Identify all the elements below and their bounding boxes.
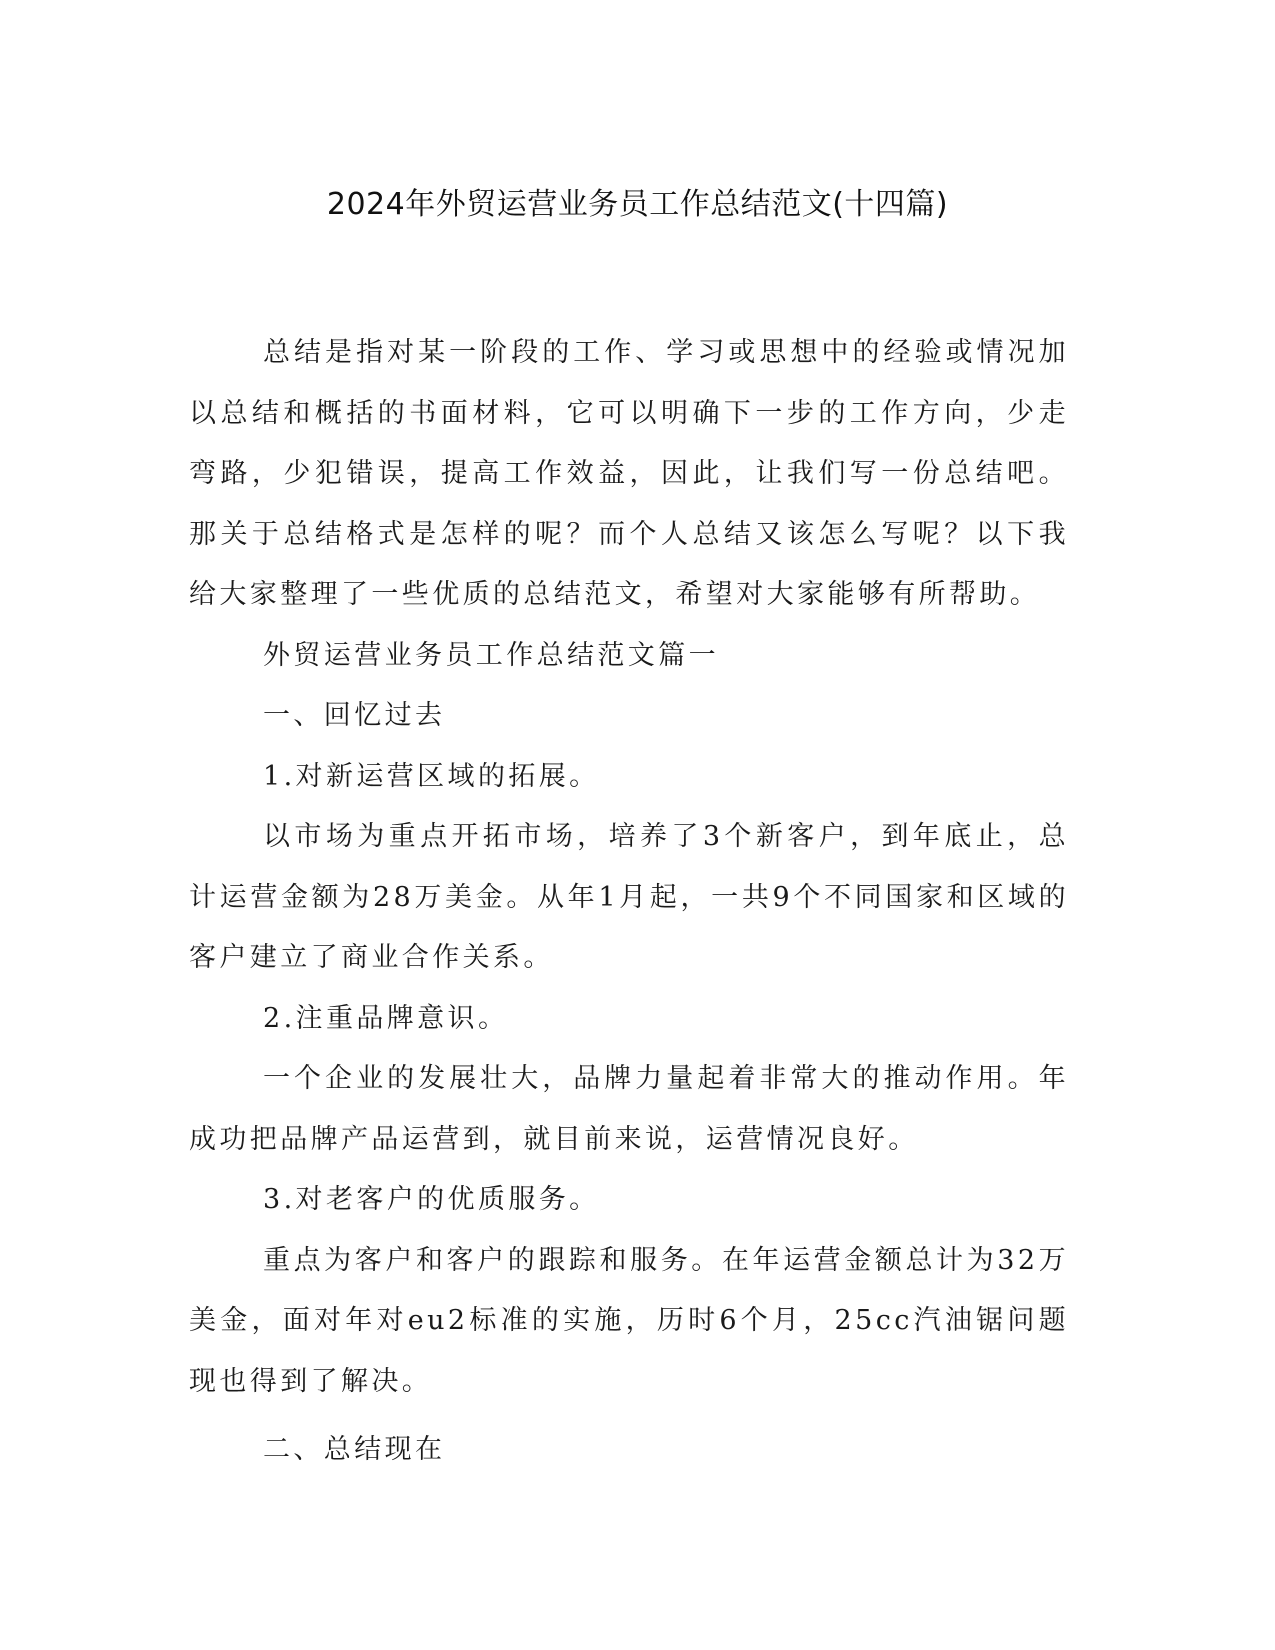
section-heading-part-one: 外贸运营业务员工作总结范文篇一 xyxy=(263,639,719,671)
paragraph-old-clients: 重点为客户和客户的跟踪和服务。在年运营金额总计为32万美金，面对年对eu2标准的实施，历时6个月，25cc汽油锯问题现也得到了解决。 xyxy=(189,1244,1069,1397)
intro-paragraph: 总结是指对某一阶段的工作、学习或思想中的经验或情况加以总结和概括的书面材料，它可以明确下一步的工作方向，少走弯路，少犯错误，提高工作效益，因此，让我们写一份总结吧。那关于总结格式是怎样的呢？而个人总结又该怎么写呢？以下我给大家整理了一些优质的总结范文，希望对大家能够有所帮助。 xyxy=(189,337,1069,610)
paragraph-new-region: 以市场为重点开拓市场，培养了3个新客户，到年底止，总计运营金额为28万美金。从年1月起，一共9个不同国家和区域的客户建立了商业合作关系。 xyxy=(189,821,1069,973)
subheading-old-clients: 3.对老客户的优质服务。 xyxy=(263,1184,600,1215)
heading-review-past: 一、回忆过去 xyxy=(263,700,446,731)
document-body xyxy=(189,323,1069,1481)
document-title: 2024年外贸运营业务员工作总结范文(十四篇) xyxy=(326,187,949,222)
heading-summarize-present: 二、总结现在 xyxy=(263,1434,446,1465)
subheading-brand: 2.注重品牌意识。 xyxy=(263,1002,509,1034)
subheading-new-region: 1.对新运营区域的拓展。 xyxy=(263,760,600,792)
paragraph-brand: 一个企业的发展壮大，品牌力量起着非常大的推动作用。年成功把品牌产品运营到，就目前来说，运营情况良好。 xyxy=(189,1063,1069,1155)
